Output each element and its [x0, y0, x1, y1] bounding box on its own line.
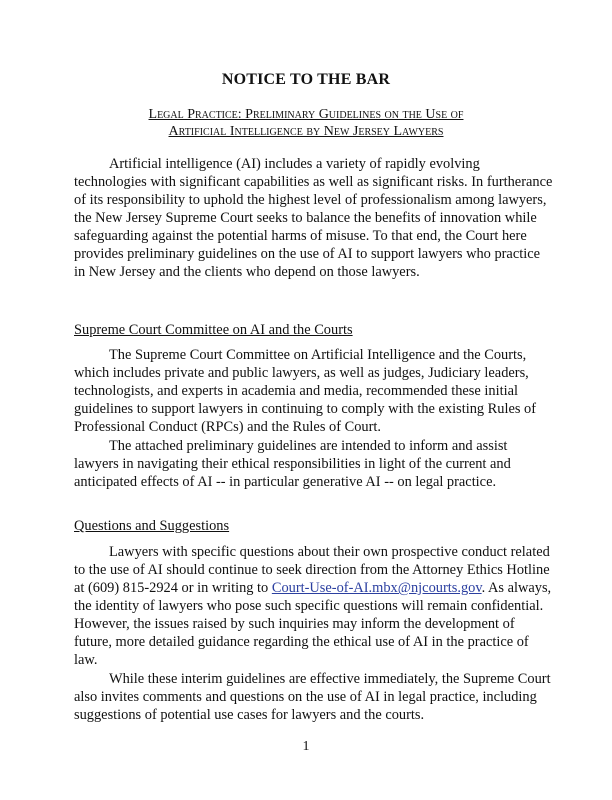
questions-heading: Questions and Suggestions — [74, 518, 230, 534]
questions-paragraph-2: While these interim guidelines are effective immediately, the Supreme Court also invites comments and questions on the use of AI in legal practice, including suggestions of potential use cases for lawyers and the courts. — [74, 671, 551, 723]
intro-paragraph: Artificial intelligence (AI) includes a variety of rapidly evolving technologies with significant capabilities as well as significant risks. In furtherance of its responsibility to uphold the highest level of professionalism among lawyers, the New Jersey Supreme Court seeks to balance the benefits of innovation while safeguarding against the potential harms of misuse. To that end, the Court here provides preliminary guidelines on the use of AI to support lawyers who practice in New Jersey and the clients who depend on those lawyers. — [74, 156, 553, 280]
questions-paragraph-1-start: Lawyers with specific questions about their own prospective conduct related to the use of AI should continue to seek direction from the Attorney Ethics Hotline at (609) 815-2924 or in writing to — [74, 544, 550, 596]
email-link[interactable]: Court-Use-of-AI.mbx@njcourts.gov — [271, 580, 482, 596]
committee-heading: Supreme Court Committee on AI and the Courts — [74, 322, 353, 338]
page-title: NOTICE TO THE BAR — [221, 71, 391, 88]
committee-paragraph-1: The Supreme Court Committee on Artificial Intelligence and the Courts, which includes private and public lawyers, as well as judges, Judiciary leaders, technologists, and experts in academia and media, recommended these initial guidelines to support lawyers in continuing to comply with the existing Rules of Professional Conduct (RPCs) and the Rules of Court. — [74, 347, 537, 435]
questions-paragraph-1 — [74, 543, 554, 669]
subtitle-line-2: Artificial Intelligence by New Jersey Lawyers — [168, 124, 444, 139]
subtitle-line-1: Legal Practice: Preliminary Guidelines on the Use of — [148, 107, 464, 122]
questions-paragraph-1-end: . As always, the identity of lawyers who pose such specific questions will remain confidential. However, the issues raised by such inquiries may inform the development of future, more detailed guidance regarding the ethical use of AI in the practice of law. — [74, 580, 552, 668]
page-number: 1 — [302, 739, 310, 754]
committee-paragraph-2: The attached preliminary guidelines are intended to inform and assist lawyers in navigating their ethical responsibilities in light of the current and anticipated effects of AI -- in particular generative AI -- on legal practice. — [74, 438, 511, 490]
page-subtitle — [0, 106, 612, 140]
